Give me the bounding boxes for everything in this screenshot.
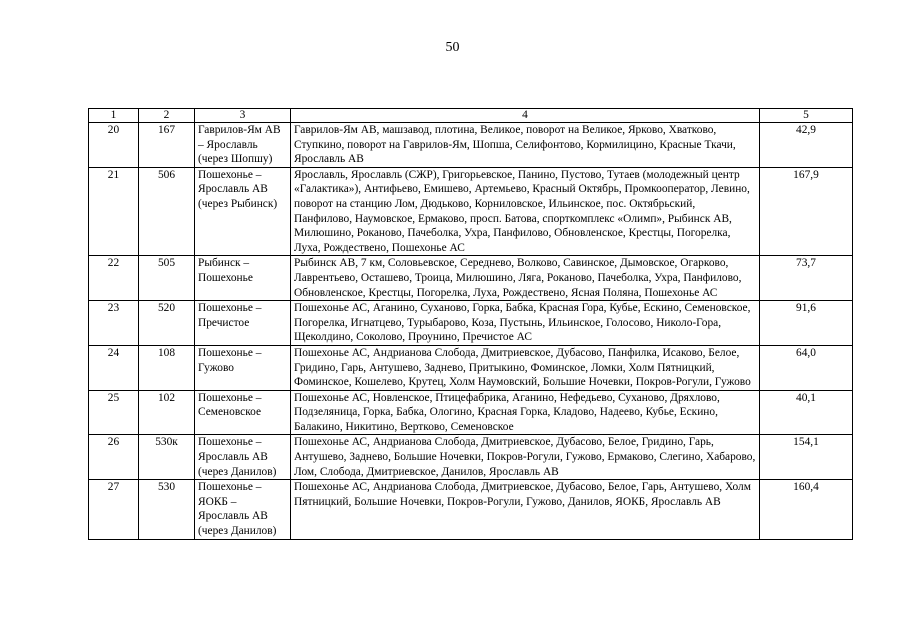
route-name: Пошехонье – Ярославль АВ (через Данилов)	[195, 435, 291, 480]
route-stops: Рыбинск АВ, 7 км, Соловьевское, Середнево, Волково, Савинское, Дымовское, Огарково, Лаврентьево, Осташево, Троица, Милюшино, Ляга, Роканово, Пачеболка, Ухра, Панфилово, Обновленское, Крестцы, Погорелка, Луха, Рождествено, Ясная Поляна, Пошехонье АС	[291, 256, 760, 301]
table-body	[89, 123, 853, 540]
route-distance: 160,4	[760, 480, 853, 539]
column-header-1: 1	[89, 109, 139, 123]
route-distance: 73,7	[760, 256, 853, 301]
route-name: Пошехонье – Гужово	[195, 345, 291, 390]
route-number: 167	[139, 123, 195, 168]
column-header-2: 2	[139, 109, 195, 123]
route-stops: Гаврилов-Ям АВ, машзавод, плотина, Великое, поворот на Великое, Ярково, Хватково, Ступкино, поворот на Гаврилов-Ям, Шопша, Селифонтово, Кормилицино, Красные Ткачи, Ярославль АВ	[291, 123, 760, 168]
row-number: 23	[89, 301, 139, 346]
route-number: 530к	[139, 435, 195, 480]
row-number: 25	[89, 390, 139, 435]
route-stops: Ярославль, Ярославль (СЖР), Григорьевское, Панино, Пустово, Тутаев (молодежный центр «Галактика»), Антифьево, Емишево, Артемьево, Красный Октябрь, Промкооператор, Левино, поворот на станцию Лом, Дюдьково, Корниловское, Ильинское, пос. Октябрьский, Панфилово, Наумовское, Ермаково, просп. Батова, спорткомплекс «Олимп», Рыбинск АВ, Милюшино, Роканово, Пачеболка, Ухра, Панфилово, Обновленское, Крестцы, Погорелка, Луха, Рождествено, Пошехонье АС	[291, 167, 760, 256]
route-distance: 40,1	[760, 390, 853, 435]
table-row	[89, 301, 853, 346]
route-distance: 167,9	[760, 167, 853, 256]
row-number: 26	[89, 435, 139, 480]
route-number: 108	[139, 345, 195, 390]
route-name: Пошехонье – Пречистое	[195, 301, 291, 346]
table-row	[89, 345, 853, 390]
row-number: 21	[89, 167, 139, 256]
route-number: 102	[139, 390, 195, 435]
route-distance: 91,6	[760, 301, 853, 346]
route-stops: Пошехонье АС, Аганино, Суханово, Горка, Бабка, Красная Гора, Кубье, Ескино, Семеновское, Погорелка, Игнатцево, Турыбарово, Коза, Пустынь, Ильинское, Голосово, Николо-Гора, Щеколдино, Соколово, Проунино, Пречистое АС	[291, 301, 760, 346]
route-stops: Пошехонье АС, Андрианова Слобода, Дмитриевское, Дубасово, Белое, Гридино, Гарь, Антушево, Заднево, Большие Ночевки, Покров-Рогули, Гужово, Ермаково, Слегино, Хабарово, Лом, Слобода, Дмитриевское, Данилов, Ярославль АВ	[291, 435, 760, 480]
table-row	[89, 123, 853, 168]
route-stops: Пошехонье АС, Андрианова Слобода, Дмитриевское, Дубасово, Белое, Гарь, Антушево, Холм Пятницкий, Большие Ночевки, Покров-Рогули, Гужово, Данилов, ЯОКБ, Ярославль АВ	[291, 480, 760, 539]
routes-table	[88, 108, 853, 540]
column-header-5: 5	[760, 109, 853, 123]
route-distance: 64,0	[760, 345, 853, 390]
route-name: Рыбинск – Пошехонье	[195, 256, 291, 301]
route-distance: 154,1	[760, 435, 853, 480]
header-row	[89, 109, 853, 123]
route-name: Пошехонье – Семеновское	[195, 390, 291, 435]
table-header	[89, 109, 853, 123]
route-number: 520	[139, 301, 195, 346]
column-header-4: 4	[291, 109, 760, 123]
route-number: 530	[139, 480, 195, 539]
table-row	[89, 256, 853, 301]
table-row	[89, 390, 853, 435]
row-number: 22	[89, 256, 139, 301]
route-name: Пошехонье – Ярославль АВ (через Рыбинск)	[195, 167, 291, 256]
route-name: Пошехонье – ЯОКБ – Ярославль АВ (через Данилов)	[195, 480, 291, 539]
row-number: 27	[89, 480, 139, 539]
table-row	[89, 480, 853, 539]
route-number: 505	[139, 256, 195, 301]
route-stops: Пошехонье АС, Андрианова Слобода, Дмитриевское, Дубасово, Панфилка, Исаково, Белое, Гридино, Гарь, Антушево, Заднево, Притыкино, Фоминское, Ломки, Холм Пятницкий, Фоминское, Кошелево, Крутец, Холм Наумовский, Большие Ночевки, Покров-Рогули, Гужово	[291, 345, 760, 390]
route-distance: 42,9	[760, 123, 853, 168]
page-number: 50	[445, 40, 460, 55]
table-row	[89, 435, 853, 480]
row-number: 24	[89, 345, 139, 390]
route-number: 506	[139, 167, 195, 256]
route-name: Гаврилов-Ям АВ – Ярославль (через Шопшу)	[195, 123, 291, 168]
table-row	[89, 167, 853, 256]
route-stops: Пошехонье АС, Новленское, Птицефабрика, Аганино, Нефедьево, Суханово, Дряхлово, Подзеляница, Горка, Бабка, Ологино, Красная Горка, Кладово, Надеево, Кубье, Ескино, Балакино, Никитино, Вертково, Семеновское	[291, 390, 760, 435]
column-header-3: 3	[195, 109, 291, 123]
row-number: 20	[89, 123, 139, 168]
